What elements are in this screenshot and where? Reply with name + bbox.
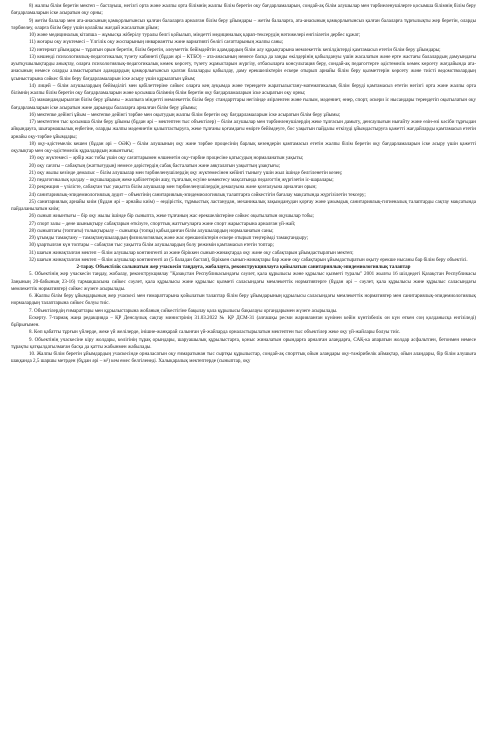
paragraph: 9. Объектінің учаскесіне кіру жолдары, көлігінің тұрақ орындары, шаруашылық құрылыстарға, қоныс жиналатын орындарға арналған алаңдарға, САҚ-ка апаратын жолдар асфальтпен, бетонмен немесе тұрақты қатқылдатылмаған басқа да қатты жабынмен жабылады. (11, 336, 476, 350)
paragraph: 8. Көп қабатты тұрғын үйлерде, жеке үй желілерде, інішне-жанқарай салынған үй-жайларда орналастырылатын мектептен тыс объектілер жеке оқу үй-жайлары болуы тиіс. (29, 329, 401, 336)
paragraph: 26) сынып жиынтығы – бір оқу жылы ішінде бір сыныпта, жеке тұлғаның жас ерекшеліктеріне сәйкес оқытылатын оқушылар тобы; (29, 213, 314, 220)
paragraph: 5. Объектінің жер учаскесін таңдау, жобалау, реконструкциялау "Қазақстан Республикасындағы сәулет, қала құрылысы және құрылыс қызметі туралы" 2001 жылғы 16 шілдедегі Қазақстан Республикасы Заңының 20-бабының 23-16) тармақшасына сәйкес сәулет, қала құрылысы және құрылыс қызметі саласындағы мемлекеттік нормативтерге (бұдан әрі – сәулет, қала құрылысы және құрылыс саласындағы мемлекеттік нормативтер) сәйкес жүзеге асырылады. (11, 271, 476, 292)
paragraph: 30) ұзартылған күн топтары – сабақтан тыс уақытта білім алушылардың болу режимін қамтамасыз ететін топтар; (29, 242, 274, 249)
section-heading: 2-тарау. Объектілік салынатын жер учаскесін таңдауға, жобалауға, реконструкциялауға қойылатын санитариялық-эпидемиологиялық талаптар (76, 264, 411, 270)
paragraph: 18) оқу-әдістемелік кешен (бұдан әрі – ОӘК) – білім алушының оқу және тәрбие процесінің барлық кезеңдерін қамтамасыз ететін жалпы білім беретін оқу бағдарламаларын іске асыру үшін қажетті оқулықтар мен оқу-әдістемелік құралдардың жиынтығы; (11, 140, 476, 154)
paragraph: 32) шағын жинақталған мектеп – білім алушылар контингенті аз (5 баладан бастап), біріккен сынып-жинақтары бар және оқу сабақтарын ұйымдастыратын оқыту ерекше нысаны бар білім беру объектісі. (29, 256, 468, 263)
paragraph: Ескерту. 7-тармақ жаңа редакцияда – ҚР Денсаулық сақтау министрінің 31.03.2022 № ҚР ДСМ-31 (алғашқы ресми жарияланған күнінен кейін күнтізбелік он күн өткен соң қолданысқа енгізіледі) бұйрығымен. (11, 314, 476, 328)
paragraph: 10) және медициналық кітапша – жұмысқа жіберілу туралы белгі қойылып, міндетті медициналық қарап-тексерудің нәтижелері енгізілетін дербес құжат; (29, 32, 361, 38)
paragraph: 23) рекреация – үзілісте, сабақтан тыс уақытта білім алушылар мен тәрбиеленушілердің демалуына және қозғалуына арналған орын; (29, 184, 317, 191)
paragraph: 7. Объектілердің ғимараттары мен құрылыстарына жобаның сәйкестігіне бақылау қала құрылысы бақылауы органдарымен жүзеге асырылады. (29, 307, 338, 314)
paragraph: 13) кешенді психологиялық-педагогикалық түзету кабинеті (бұдан әрі – КТБО) – ата-анасының немесе басқа да заңды өкілдерінің қабылдануы үшін жасалатын және ерте жастағы балалардың дамуындағы ауытқушылықтарды анықтау, оларға психологиялық-педагогикалық көмек көрсету, түзету жұмыстарын жүргізу, отбасыларға консультация беру, сондай-ақ педагогтерге әдістемелік көмек көрсету жағдайында ата-анасының немесе оларды алмастыратын адамдардың қамқорлығынсыз қалған балаларды қабылдау, даму ерекшеліктерін ескере отырып арнайы білім беру қызметтерін көрсету және тиісті ведомстволардың ұсыныстарына сәйкес білім беру бағдарламаларын іске асыру үшін құрылатын ұйым; (11, 53, 476, 82)
paragraph: 31) шағын жинақталған мектеп – білім алушылар контингенті аз және біріккен сынып-жинақтарда оқу және оқу сабақтарын ұйымдастыратын мектеп; (29, 249, 354, 256)
paragraph: 17) мектептен тыс қосымша білім беру ұйымы (бұдан әрі – мектептен тыс объектілер) – білім алушылар мен тәрбиеленушілердің жеке тұлғасын дамыту, денсаулығын нығайту және өзін-өзі кәсіби тұрғыдан айқындауға, шығармашылық еңбегіне, оларды жалпы мәдениетін қалыптастыруға, жеке тұлғаны қоғамдағы өмірге бейімдеуге, бос уақытын пайдалы өткізуді ұйымдастыруға қажетті жағдайларды қамтамасыз ететін арнайы оқу-тәрбие ұйымдары; (11, 119, 476, 140)
paragraph: 12) интернат ұйымдары – тұратын орын беретін, білім беретін, әлеуметтік бейімдейтін адамдардың білім алу құқықтарына мемлекеттік кепілдіктерді қамтамасыз ететін білім беру ұйымдары; (29, 46, 441, 53)
paragraph: 28) сыныптағы (топтағы) толықтырылу – сыныпқа (топқа) қабылданған білім алушылардың нормаланатын саны; (29, 227, 274, 234)
paragraph: 29) ұтымды тамақтану – тамақтанушылардың физиологиялық және жас ерекшеліктерін ескере отырып теңгерімді тамақтандыру; (29, 235, 309, 241)
paragraph: 16) мектепке дейінгі ұйым – мектепке дейінгі тәрбие мен оқытудың жалпы білім беретін оқу бағдарламаларын іске асыратын білім беру ұйымы; (29, 111, 341, 118)
paragraph: 11) жоғары оқу жүктемесі – Үлгілік оқу жоспарының инвариантты және вариативті бөлігі сағаттарының жалпы саны; (29, 39, 284, 46)
paragraph: 21) оқу жылы кезінде демалыс – білім алушылар мен тәрбиеленушілердің оқу жүктемесінен кейінгі тынығу үшін жыл ішінде белгіленетін кезең; (29, 169, 343, 176)
paragraph-group-definitions (11, 3, 476, 264)
paragraph-group-requirements (11, 271, 476, 365)
paragraph: 24) санитариялық-эпидемиологиялық аудит – объектінің санитариялық-эпидемиологиялық талаптарға сәйкестігін бағалау мақсатында жүргізілетін тексеру; (29, 191, 366, 198)
paragraph: 8) жалпы білім беретін мектеп – бастауыш, негізгі орта және жалпы орта білімнің жалпы білім беретін оқу бағдарламаларын, сондай-ақ білім алушылар мен тәрбиеленушілерге қосымша білімнің білім беру бағдарламаларын іске асыратын оқу орны; (11, 3, 476, 17)
paragraph: 15) мамандандырылған білім беру ұйымы – жалпыға міндетті мемлекеттік білім беру стандарттары негізінде әзірленген және ғылым, мәдениет, өнер, спорт, әскери іс нысандары тереңдетіп оқытылатын оқу бағдарламаларын іске асыратын және дарынды балаларға арналған білім беру ұйымы; (11, 97, 476, 111)
paragraph: 10. Жалпы білім беретін ұйымдардың учаскесінде орналасатын оқу ғимаратынан тыс сыртқы құрылыстар, сондай-ақ спорттық ойын алаңдары оқу-тәжірибелік аймақтар, ойын алаңдары, бір білім алушыға шаққанда 2,5 шаршы метрден (бұдан әрі – м²) кем емес белгіленеді. Халықаралық мектептерде (сыныптар, оқу (11, 351, 476, 365)
paragraph: 9) жетім балалар мен ата-анасының қамқорлығынсыз қалған балаларға арналған білім беру ұйымдары – жетім балаларға, ата-анасының қамқорлығынсыз қалған балаларға тұрғылықты жер беретін, оларды тәрбиелеу, оларға білім беру үшін қолайлы жағдай жасалатын ұйым; (11, 17, 476, 31)
paragraph: 6. Жалпы білім беру ұйымдарының жер учаскесі мен ғимараттарына қойылатын талаптар білім беру ұйымдарының құрылысы саласындағы мемлекеттік нормативтер мен санитариялық-эпидемиологиялық нормалардың талаптарына сәйкес болуы тиіс. (11, 293, 476, 307)
paragraph: 25) санитариялық арнайы киім (бұдан әрі – арнайы киім) – өндірістік, тұрмыстық ластанудан, механикалық зақымданудан қорғау және ұжымдық санитариялық-гигиеналық талаптарды сақтау мақсатында пайдаланылатын киім; (11, 198, 476, 212)
paragraph: 22) педагогикалық қолдау – оқушылардың жеке қабілеттерін ашу, тұлғалық өсуіне көмектесу мақсатында педагогтің жүргізетін іс-шаралары; (29, 177, 334, 183)
paragraph: 20) оқу сағаты – сабақтың (жаттығудың) немесе дәрістердің сабақ басталатын және аяқталатын уақыттың ұзақтығы; (29, 162, 281, 169)
paragraph: 19) оқу жүктемесі – әрбір жас тобы үшін оқу сағаттарымен өлшенетін оқу-тәрбие процесіне қатысудың нормаланатын уақыты; (29, 155, 304, 162)
paragraph: 27) спорт залы – дене шынықтыру сабақтарын өткізуге, спорттық жаттығуларға және спорт жарыстарына арналған үй-жай; (29, 220, 296, 227)
paragraph: 14) лицей – білім алушылардың бейімділігі мен қабілеттеріне сәйкес оларға кең ауқымда және тереңдете жаратылыстану-математикалық білім беруді қамтамасыз ететін негізгі орта және жалпы орта білімнің жалпы білім беретін оқу бағдарламаларын және қосымша білімнің білім беретін оқу бағдарламаларын іске асыратын оқу орны; (11, 82, 476, 96)
